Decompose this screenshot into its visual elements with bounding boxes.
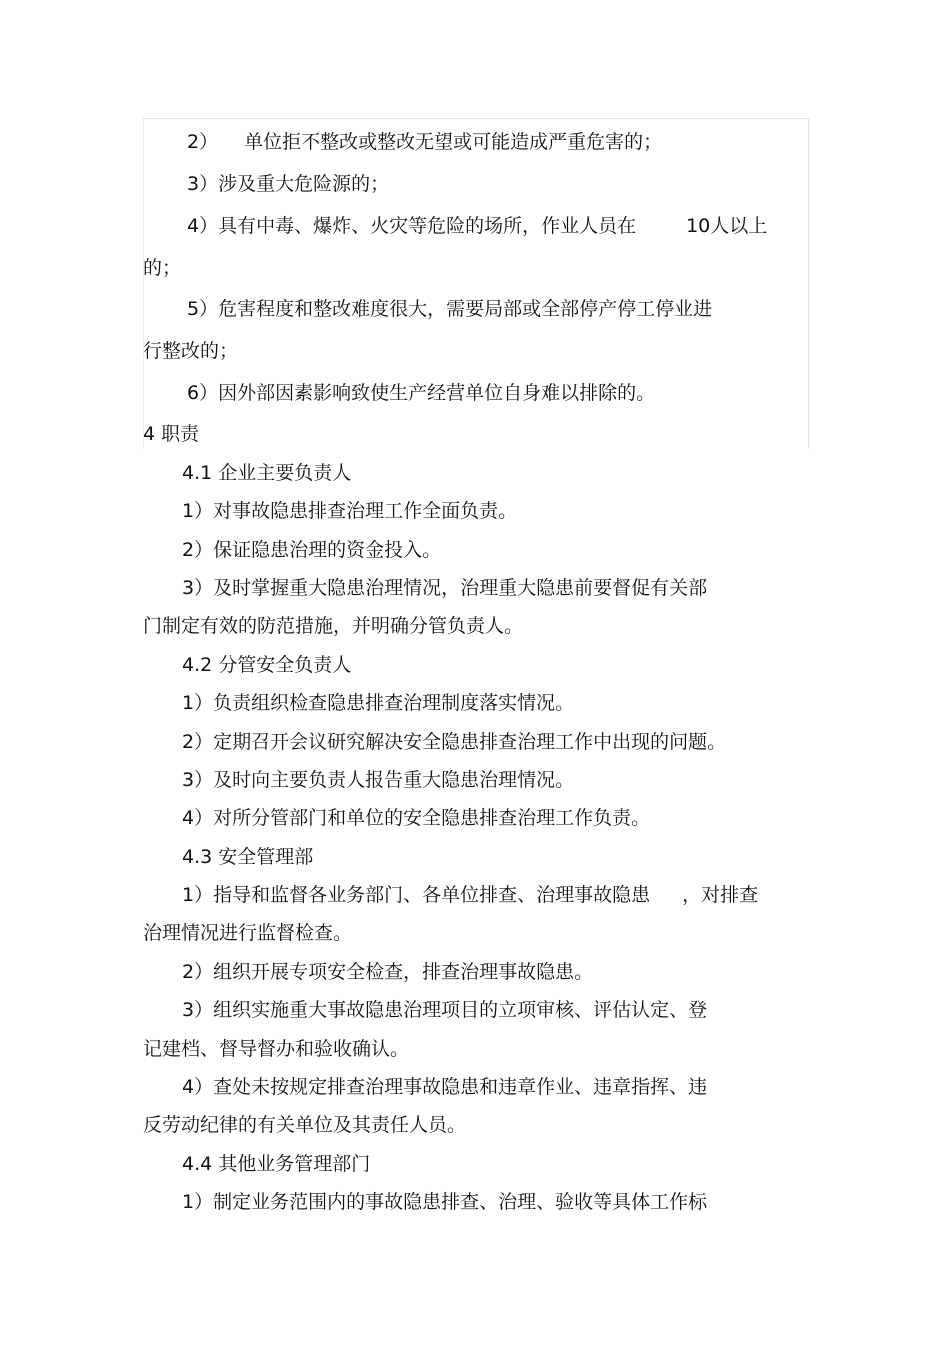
text-line: 2）定期召开会议研究解决安全隐患排查治理工作中出现的问题。 [182, 731, 727, 753]
text-line: 2） 单位拒不整改或整改无望或可能造成严重危害的； [187, 131, 663, 153]
section-heading: 4 职责 [143, 423, 200, 445]
text-line: 3）组织实施重大事故隐患治理项目的立项审核、评估认定、登 [182, 999, 708, 1021]
text-line: 2）组织开展专项安全检查，排查治理事故隐患。 [182, 961, 594, 983]
text-line: 2）保证隐患治理的资金投入。 [182, 539, 442, 561]
text-line: 反劳动纪律的有关单位及其责任人员。 [143, 1114, 467, 1136]
text-line: 4）对所分管部门和单位的安全隐患排查治理工作负责。 [182, 807, 651, 829]
subsection-heading: 4.4 其他业务管理部门 [182, 1153, 371, 1175]
text-line: 1）对事故隐患排查治理工作全面负责。 [182, 500, 518, 522]
text-line: 4）具有中毒、爆炸、火灾等危险的场所，作业人员在 10人以上 [187, 215, 768, 237]
text-line: 6）因外部因素影响致使生产经营单位自身难以排除的。 [187, 382, 656, 404]
text-line: 记建档、督导督办和验收确认。 [143, 1038, 410, 1060]
text-line: 3）涉及重大危险源的； [187, 173, 390, 195]
text-line: 3）及时向主要负责人报告重大隐患治理情况。 [182, 769, 575, 791]
subsection-heading: 4.2 分管安全负责人 [182, 654, 352, 676]
text-line: 1）负责组织检查隐患排查治理制度落实情况。 [182, 692, 575, 714]
text-line: 的； [143, 257, 182, 279]
text-line: 1）指导和监督各业务部门、各单位排查、治理事故隐患 ，对排查 [182, 884, 759, 906]
text-line: 3）及时掌握重大隐患治理情况，治理重大隐患前要督促有关部 [182, 577, 708, 599]
subsection-heading: 4.1 企业主要负责人 [182, 462, 352, 484]
text-line: 行整改的； [143, 340, 239, 362]
text-line: 门制定有效的防范措施，并明确分管负责人。 [143, 615, 524, 637]
text-line: 5）危害程度和整改难度很大，需要局部或全部停产停工停业进 [187, 298, 713, 320]
text-line: 1）制定业务范围内的事故隐患排查、治理、验收等具体工作标 [182, 1191, 708, 1213]
text-line: 治理情况进行监督检查。 [143, 922, 353, 944]
subsection-heading: 4.3 安全管理部 [182, 846, 314, 868]
text-line: 4）查处未按规定排查治理事故隐患和违章作业、违章指挥、违 [182, 1076, 708, 1098]
